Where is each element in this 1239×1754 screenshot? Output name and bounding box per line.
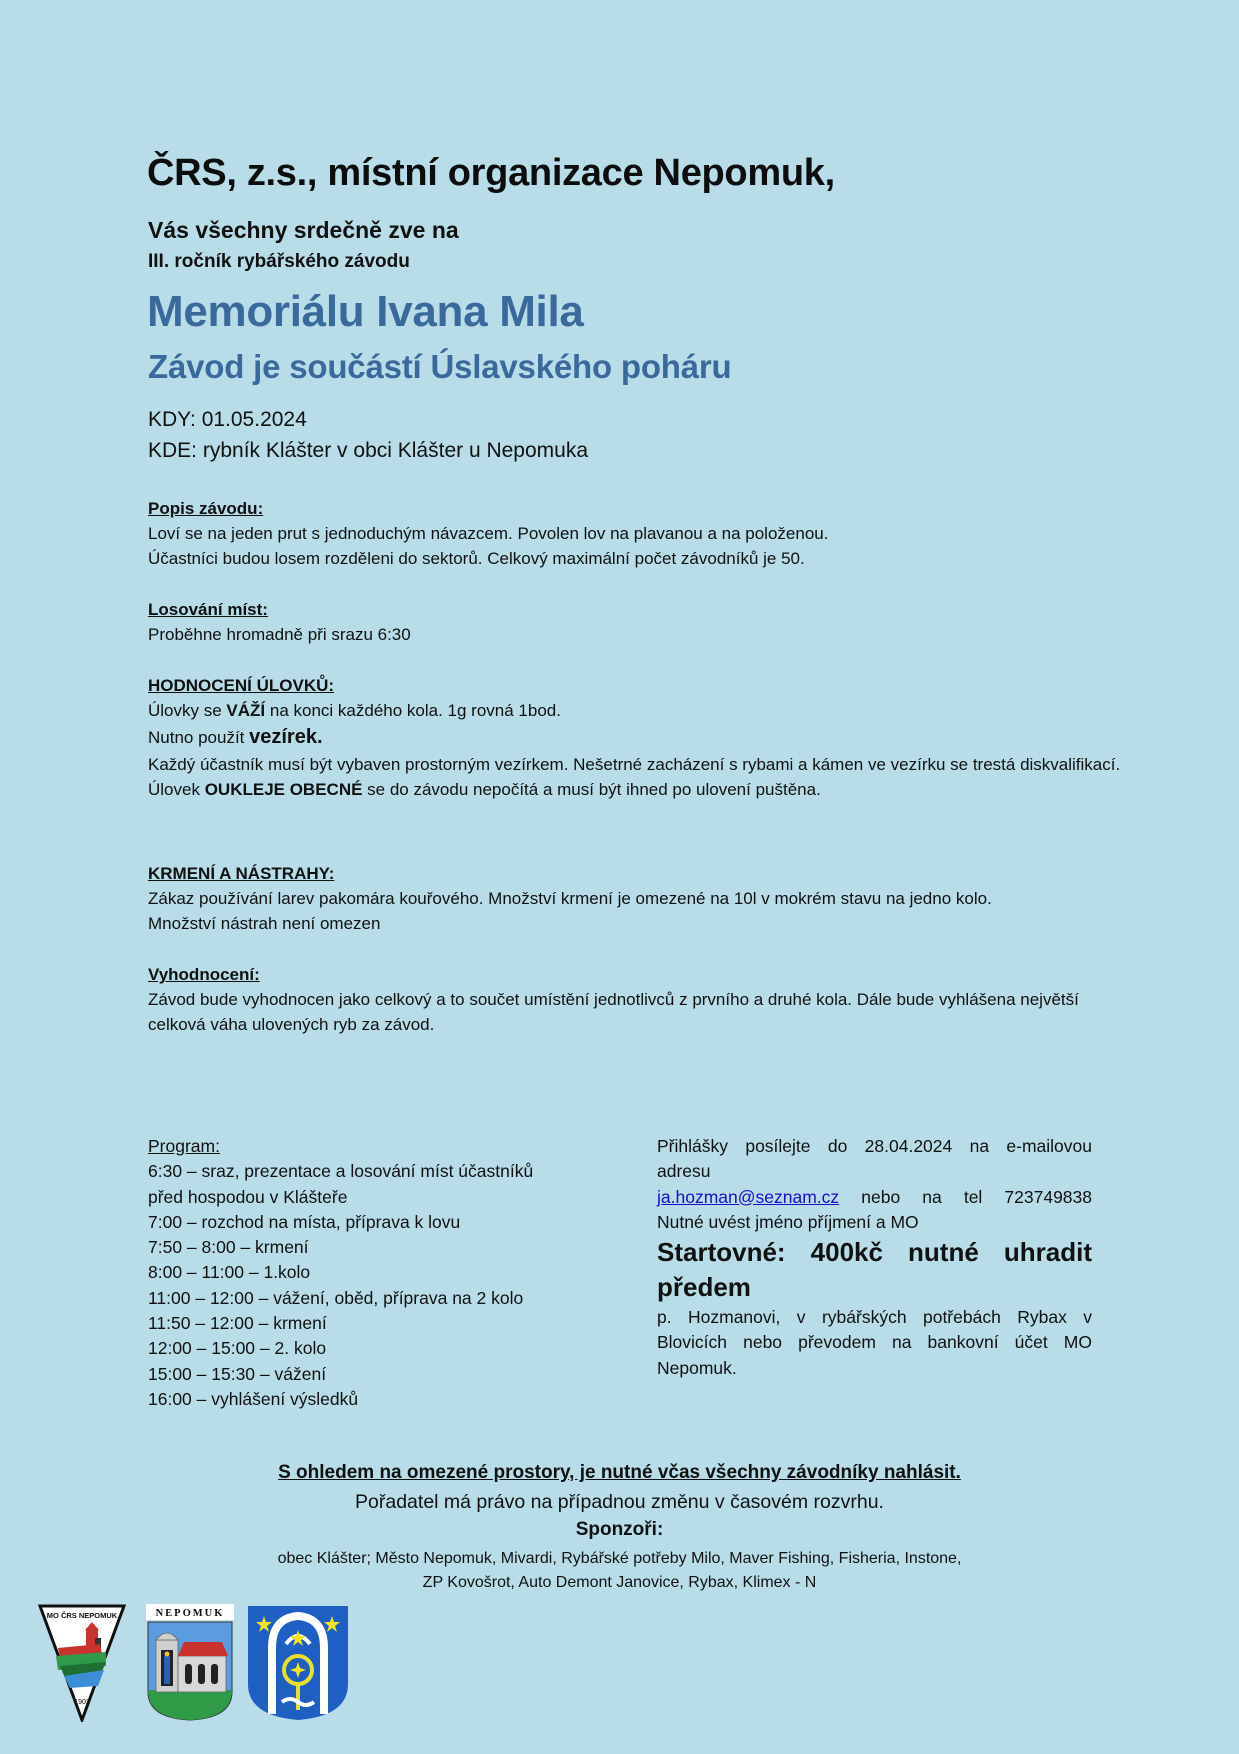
section-heading: Losování míst: — [148, 600, 268, 619]
section-text: Účastníci budou losem rozděleni do sektorů. Celkový maximální počet závodníků je 50. — [148, 549, 805, 568]
edition-line: III. ročník rybářského závodu — [148, 251, 410, 272]
program-item: 15:00 – 15:30 – vážení — [148, 1363, 327, 1384]
emphasis: OUKLEJE OBECNÉ — [204, 780, 363, 799]
section-evaluation — [148, 962, 1128, 1037]
program-item: 8:00 – 11:00 – 1.kolo — [148, 1262, 311, 1283]
text-run: se do závodu nepočítá a musí být ihned po ulovení puštěna. — [362, 780, 821, 799]
section-heading: HODNOCENÍ ÚLOVKŮ: — [148, 676, 335, 695]
section-heading: Popis závodu: — [148, 499, 264, 518]
section-heading: KRMENÍ A NÁSTRAHY: — [148, 864, 335, 883]
section-draw — [148, 597, 1128, 647]
section-text: Závod bude vyhodnocen jako celkový a to součet umístění jednotlivců z prvního a druhé kola. Dále bude vyhlášena největší celková váha ulovených ryb za závod. — [148, 990, 1079, 1034]
program-item: 6:30 – sraz, prezentace a losování míst účastníků — [148, 1161, 534, 1182]
registration-required-info: Nutné uvést jméno příjmení a MO — [657, 1211, 919, 1232]
section-description — [148, 496, 1128, 571]
text-run: Úlovek — [148, 780, 205, 799]
klaster-coat-of-arms-icon — [246, 1604, 350, 1722]
cup-subtitle: Závod je součástí Úslavského poháru — [148, 348, 732, 385]
svg-text:NEPOMUK: NEPOMUK — [155, 1608, 225, 1619]
registration-deadline: Přihlášky posílejte do 28.04.2024 na e-mailovou — [657, 1136, 1092, 1156]
program-item: 11:50 – 12:00 – krmení — [148, 1313, 327, 1334]
section-text: Proběhne hromadně při srazu 6:30 — [148, 625, 411, 644]
section-text: Každý účastník musí být vybaven prostorným vezírkem. Nešetrné zacházení s rybami a kámen ve vezírku se trestá diskvalifikací. — [148, 755, 1121, 774]
registration-contact — [657, 1185, 1092, 1210]
sponsors-line: obec Klášter; Město Nepomuk, Mivardi, Rybářské potřeby Milo, Maver Fishing, Fisheria, Instone, — [277, 1550, 962, 1567]
nepomuk-coat-of-arms-icon — [146, 1604, 234, 1722]
crs-nepomuk-logo-icon — [38, 1604, 126, 1722]
section-text: Loví se na jeden prut s jednoduchým návazcem. Povolen lov na plavanou a na položenou. — [148, 524, 829, 543]
section-feeding — [148, 861, 1128, 936]
text-run: Nutno použít — [148, 728, 250, 747]
section-text — [148, 723, 1128, 752]
emphasis: vezírek. — [249, 726, 323, 748]
phone-text: nebo na tel 723749838 — [839, 1186, 1092, 1207]
registration-address-label: adresu — [657, 1161, 711, 1182]
organization-title: ČRS, z.s., místní organizace Nepomuk, — [147, 152, 835, 194]
section-text — [148, 777, 1128, 802]
emphasis: VÁŽÍ — [226, 701, 266, 720]
invitation-line: Vás všechny srdečně zve na — [148, 217, 459, 243]
section-text — [148, 698, 1128, 723]
svg-text:MO ČRS NEPOMUK: MO ČRS NEPOMUK — [46, 1611, 118, 1620]
text-run: na konci každého kola. 1g rovná 1bod. — [265, 701, 561, 720]
svg-text:1902: 1902 — [74, 1699, 90, 1706]
email-link[interactable]: ja.hozman@seznam.cz — [657, 1186, 840, 1207]
text-run: Úlovky se — [148, 701, 227, 720]
payment-info: p. Hozmanovi, v rybářských potřebách Rybax v Blovicích nebo převodem na bankovní účet MO Nepomuk. — [657, 1307, 1092, 1378]
program-item: 16:00 – vyhlášení výsledků — [148, 1388, 359, 1409]
program-schedule — [148, 1134, 588, 1412]
section-text: Množství nástrah není omezen — [148, 914, 381, 933]
registration-info — [657, 1134, 1092, 1381]
event-title: Memoriálu Ivana Mila — [147, 287, 584, 336]
entry-fee: Startovné: 400kč nutné uhradit předem — [657, 1237, 1092, 1303]
program-item: 11:00 – 12:00 – vážení, oběd, příprava na 2 kolo — [148, 1287, 524, 1308]
section-scoring — [148, 673, 1128, 802]
sponsors-line: ZP Kovošrot, Auto Demont Janovice, Rybax, Klimex - N — [422, 1574, 817, 1591]
section-text: Zákaz používání larev pakomára kouřového. Množství krmení je omezené na 10l v mokrém stavu na jedno kolo. — [148, 889, 992, 908]
sponsors-heading: Sponzoři: — [575, 1519, 664, 1540]
program-item: před hospodou v Klášteře — [148, 1186, 348, 1207]
registration-notice: S ohledem na omezené prostory, je nutné včas všechny závodníky nahlásit. — [278, 1462, 961, 1483]
program-item: 7:50 – 8:00 – krmení — [148, 1237, 309, 1258]
event-date: KDY: 01.05.2024 — [148, 408, 307, 431]
program-heading: Program: — [148, 1136, 220, 1156]
sponsors-list — [0, 1547, 1239, 1595]
section-heading: Vyhodnocení: — [148, 965, 260, 984]
schedule-change-note: Pořadatel má právo na případnou změnu v časovém rozvrhu. — [355, 1491, 884, 1513]
program-item: 7:00 – rozchod na místa, příprava k lovu — [148, 1211, 461, 1232]
event-location: KDE: rybník Klášter v obci Klášter u Nepomuka — [148, 439, 589, 462]
program-item: 12:00 – 15:00 – 2. kolo — [148, 1338, 327, 1359]
